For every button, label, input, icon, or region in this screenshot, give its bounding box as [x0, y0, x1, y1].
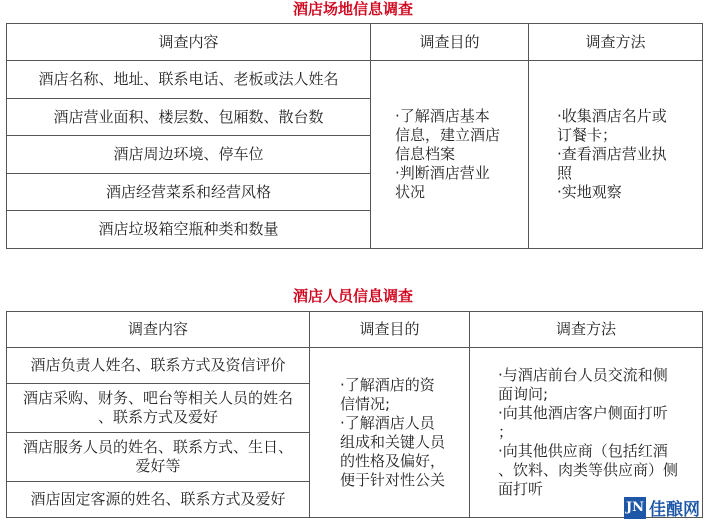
method-line: 照 [557, 164, 573, 182]
purpose-cell [310, 348, 470, 518]
method-line: 订餐卡； [557, 126, 618, 144]
content-cell [7, 348, 310, 384]
content-line: 、联系方式及爱好 [97, 408, 218, 426]
method-line: ； [498, 423, 514, 441]
venue-survey-table [6, 23, 703, 249]
purpose-cell [371, 61, 529, 249]
method-line: ·向其他供应商（包括红酒 [498, 442, 668, 460]
site-watermark [624, 495, 700, 520]
content-cell [7, 384, 310, 433]
method-line: ·实地观察 [557, 183, 622, 201]
content-cell: 酒店垃圾箱空瓶种类和数量 [7, 211, 371, 249]
content-line: 酒店负责人姓名、联系方式及资信评价 [30, 356, 286, 374]
method-line: 、饮料、肉类等供应商）侧 [498, 461, 679, 479]
method-line: ·收集酒店名片或 [557, 107, 667, 125]
staff-survey-title: 酒店人员信息调查 [292, 287, 413, 305]
purpose-line: 信息档案 [395, 145, 456, 163]
brand-name: 佳酿网 [649, 500, 700, 520]
content-cell: 酒店周边环境、停车位 [7, 136, 371, 174]
table-row [7, 348, 703, 384]
method-cell [529, 61, 703, 249]
method-line: 面询问; [498, 385, 549, 403]
content-cell [7, 482, 310, 518]
purpose-line: 的性格及偏好， [340, 451, 446, 470]
header-content: 调查内容 [7, 312, 310, 348]
content-line: 酒店固定客源的姓名、联系方式及爱好 [30, 490, 286, 508]
purpose-line: 状况 [395, 183, 426, 201]
header-purpose: 调查目的 [371, 24, 529, 61]
brand-logo-icon: JN [624, 497, 646, 519]
content-cell: 酒店名称、地址、联系电话、老板或法人姓名 [7, 61, 371, 99]
method-cell [470, 348, 703, 518]
purpose-line: ·了解酒店人员 [340, 413, 435, 432]
purpose-line: 信息，建立酒店 [395, 126, 501, 144]
table-row [7, 61, 703, 99]
header-content: 调查内容 [7, 24, 371, 61]
purpose-line: ·判断酒店营业 [395, 164, 490, 182]
content-line: 爱好等 [135, 457, 181, 475]
header-method: 调查方法 [470, 312, 703, 348]
header-row [7, 312, 703, 348]
content-cell: 酒店经营菜系和经营风格 [7, 174, 371, 211]
header-method: 调查方法 [529, 24, 703, 61]
purpose-line: 便于针对性公关 [340, 470, 446, 489]
header-purpose: 调查目的 [310, 312, 470, 348]
content-line: 酒店采购、财务、吧台等相关人员的姓名 [22, 389, 293, 407]
method-line: ·查看酒店营业执 [557, 145, 667, 163]
purpose-line: 组成和关键人员 [340, 432, 446, 451]
staff-survey-table [6, 311, 703, 518]
content-cell: 酒店营业面积、楼层数、包厢数、散台数 [7, 99, 371, 136]
purpose-line: ·了解酒店基本 [395, 107, 490, 125]
header-row [7, 24, 703, 61]
content-line: 酒店服务人员的姓名、联系方式、生日、 [22, 438, 293, 456]
purpose-line: 信情况; [340, 394, 391, 413]
purpose-line: ·了解酒店的资 [340, 375, 435, 394]
venue-survey-title: 酒店场地信息调查 [292, 0, 413, 18]
method-line: ·向其他酒店客户侧面打听 [498, 404, 668, 422]
content-cell [7, 433, 310, 482]
method-line: 面打听 [498, 480, 544, 498]
method-line: ·与酒店前台人员交流和侧 [498, 366, 668, 384]
